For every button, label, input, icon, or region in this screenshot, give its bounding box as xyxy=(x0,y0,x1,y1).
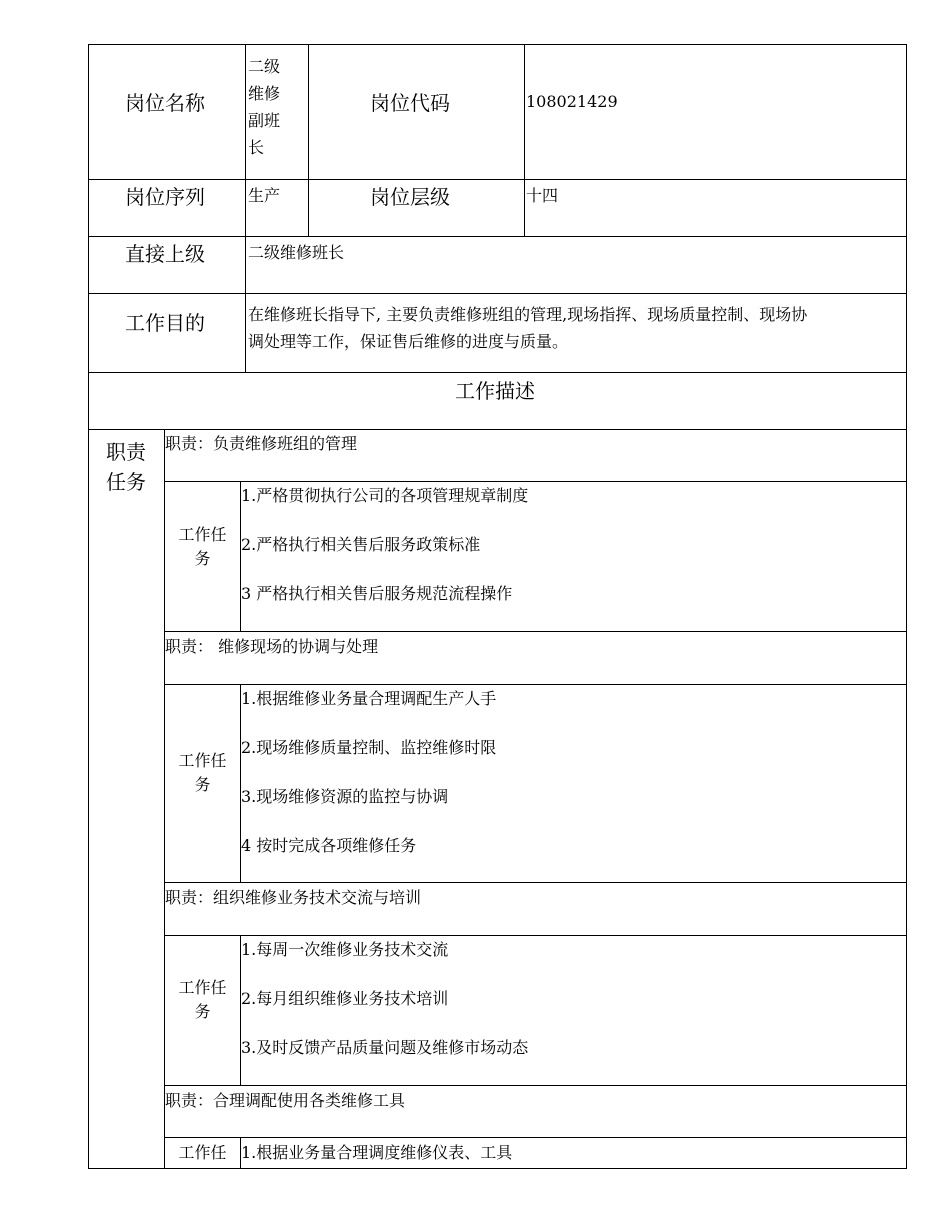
duty-title: 职责： 维修现场的协调与处理 xyxy=(165,637,379,656)
task-label xyxy=(165,749,240,797)
level-label: 岗位层级 xyxy=(370,185,450,209)
table-border-top xyxy=(88,44,907,45)
task-item: 2.严格执行相关售后服务政策标准 xyxy=(241,535,481,554)
duty-title: 职责：组织维修业务技术交流与培训 xyxy=(165,888,422,907)
task-label-line: 务 xyxy=(194,1002,211,1021)
row-divider xyxy=(164,935,907,936)
duty-title: 职责：负责维修班组的管理 xyxy=(165,434,358,453)
row-divider xyxy=(164,631,907,632)
superior-value: 二级维修班长 xyxy=(248,243,345,262)
task-item: 2.每月组织维修业务技术培训 xyxy=(241,989,449,1008)
post-name-line: 长 xyxy=(248,138,265,157)
column-divider xyxy=(245,44,246,373)
table-border-right xyxy=(906,44,907,1169)
sequence-value: 生产 xyxy=(248,186,281,205)
row-divider xyxy=(164,1137,907,1138)
post-name-line: 副班 xyxy=(248,111,281,130)
post-code-value: 108021429 xyxy=(526,92,618,111)
purpose-label: 工作目的 xyxy=(125,311,205,335)
row-divider xyxy=(88,236,907,237)
row-divider xyxy=(164,1085,907,1086)
task-item: 1.根据维修业务量合理调配生产人手 xyxy=(241,689,497,708)
purpose-value xyxy=(248,301,807,355)
task-item: 3.及时反馈产品质量问题及维修市场动态 xyxy=(241,1038,529,1057)
post-name-label: 岗位名称 xyxy=(125,91,205,115)
post-name-line: 维修 xyxy=(248,84,281,103)
task-label-line: 工作任 xyxy=(178,751,227,770)
level-value: 十四 xyxy=(526,186,559,205)
task-item: 4 按时完成各项维修任务 xyxy=(241,836,417,855)
row-divider xyxy=(88,429,907,430)
sequence-label: 岗位序列 xyxy=(125,185,205,209)
task-label-line: 务 xyxy=(194,549,211,568)
task-label-line: 务 xyxy=(194,775,211,794)
task-item: 1.严格贯彻执行公司的各项管理规章制度 xyxy=(241,486,529,505)
duty-side-label-line: 任务 xyxy=(106,470,146,494)
task-item: 2.现场维修质量控制、监控维修时限 xyxy=(241,738,497,757)
purpose-line: 调处理等工作，保证售后维修的进度与质量。 xyxy=(248,332,569,351)
row-divider xyxy=(88,179,907,180)
row-divider xyxy=(164,882,907,883)
row-divider xyxy=(164,481,907,482)
task-label xyxy=(165,523,240,571)
task-label xyxy=(165,976,240,1024)
purpose-line: 在维修班长指导下, 主要负责维修班组的管理,现场指挥、现场质量控制、现场协 xyxy=(248,305,808,324)
table-border-bottom xyxy=(88,1168,907,1169)
section-title: 工作描述 xyxy=(455,379,535,403)
superior-label: 直接上级 xyxy=(125,242,205,266)
post-name-line: 二级 xyxy=(248,57,281,76)
task-item: 3.现场维修资源的监控与协调 xyxy=(241,787,449,806)
task-label: 工作任 xyxy=(178,1143,227,1162)
column-divider xyxy=(308,44,309,237)
task-label-line: 工作任 xyxy=(178,525,227,544)
row-divider xyxy=(88,293,907,294)
post-code-label: 岗位代码 xyxy=(370,91,450,115)
duty-side-label xyxy=(106,437,146,497)
duty-side-label-line: 职责 xyxy=(106,440,146,464)
task-item: 1.根据业务量合理调度维修仪表、工具 xyxy=(241,1143,513,1162)
column-divider xyxy=(524,44,525,237)
table-border-left xyxy=(88,44,89,1169)
post-name-value xyxy=(248,53,280,161)
duty-title: 职责：合理调配使用各类维修工具 xyxy=(165,1091,406,1110)
task-item: 1.每周一次维修业务技术交流 xyxy=(241,940,449,959)
row-divider xyxy=(88,372,907,373)
task-item: 3 严格执行相关售后服务规范流程操作 xyxy=(241,584,513,603)
task-label-line: 工作任 xyxy=(178,978,227,997)
row-divider xyxy=(164,684,907,685)
